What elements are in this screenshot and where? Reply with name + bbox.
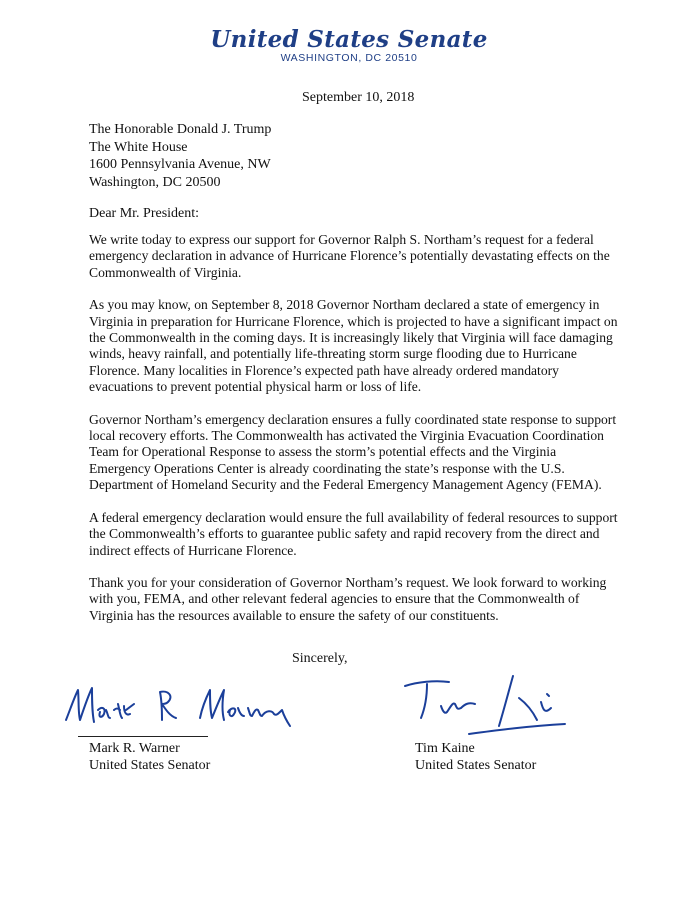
recipient-line: Washington, DC 20500: [89, 174, 221, 190]
letter-date: September 10, 2018: [302, 90, 415, 105]
closing: Sincerely,: [292, 651, 348, 666]
signature-kaine: [395, 672, 575, 738]
body-paragraph: As you may know, on September 8, 2018 Governor Northam declared a state of emergency in Virginia in preparation for Hurricane Florence, which is projected to have a significant impact on the Commonwealth in the coming days. It is increasingly likely that Virginia will face damaging winds, heavy rainfall, and potentially life-threating storm surge flooding due to Hurricane Florence. Many localities in Florence’s expected path have already ordered mandatory evacuations to prevent potential physical harm or loss of life.: [89, 297, 618, 395]
signer-name: Tim Kaine: [415, 741, 475, 756]
signature-warner: [62, 680, 312, 730]
recipient-address: [89, 121, 271, 191]
signer-title: United States Senator: [89, 757, 211, 773]
body-paragraph: A federal emergency declaration would ensure the full availability of federal resources to support the Commonwealth’s efforts to guarantee public safety and rapid recovery from the direct and indirect effects of Hurricane Florence.: [89, 509, 618, 558]
letterhead-address: WASHINGTON, DC 20510: [280, 52, 418, 64]
letterhead-title: United States Senate: [210, 26, 488, 53]
letter-body: [89, 232, 619, 640]
salutation: Dear Mr. President:: [89, 206, 200, 221]
recipient-line: The Honorable Donald J. Trump: [89, 122, 272, 137]
signer-warner: [89, 741, 210, 774]
body-paragraph: We write today to express our support for Governor Ralph S. Northam’s request for a federal emergency declaration in advance of Hurricane Florence’s potentially devastating effects on the Commonwealth of Virginia.: [89, 232, 610, 280]
signer-kaine: [415, 741, 536, 774]
signer-title: United States Senator: [415, 757, 537, 773]
recipient-line: 1600 Pennsylvania Avenue, NW: [89, 157, 271, 172]
body-paragraph: Governor Northam’s emergency declaration ensures a fully coordinated state response to support local recovery efforts. The Commonwealth has activated the Virginia Evacuation Coordination Team for Operational Response to assess the storm’s potential effects and the Virginia Emergency Operations Center is already coordinating the state’s response with the U.S. Department of Homeland Security and the Federal Emergency Management Agency (FEMA).: [89, 411, 617, 493]
body-paragraph: Thank you for your consideration of Governor Northam’s request. We look forward to working with you, FEMA, and other relevant federal agencies to ensure that the Commonwealth of Virginia has the resources available to ensure the safety of our constituents.: [89, 574, 607, 623]
letterhead: [0, 26, 698, 64]
recipient-line: The White House: [89, 139, 188, 155]
signature-line: [78, 736, 208, 737]
signer-name: Mark R. Warner: [89, 741, 180, 756]
